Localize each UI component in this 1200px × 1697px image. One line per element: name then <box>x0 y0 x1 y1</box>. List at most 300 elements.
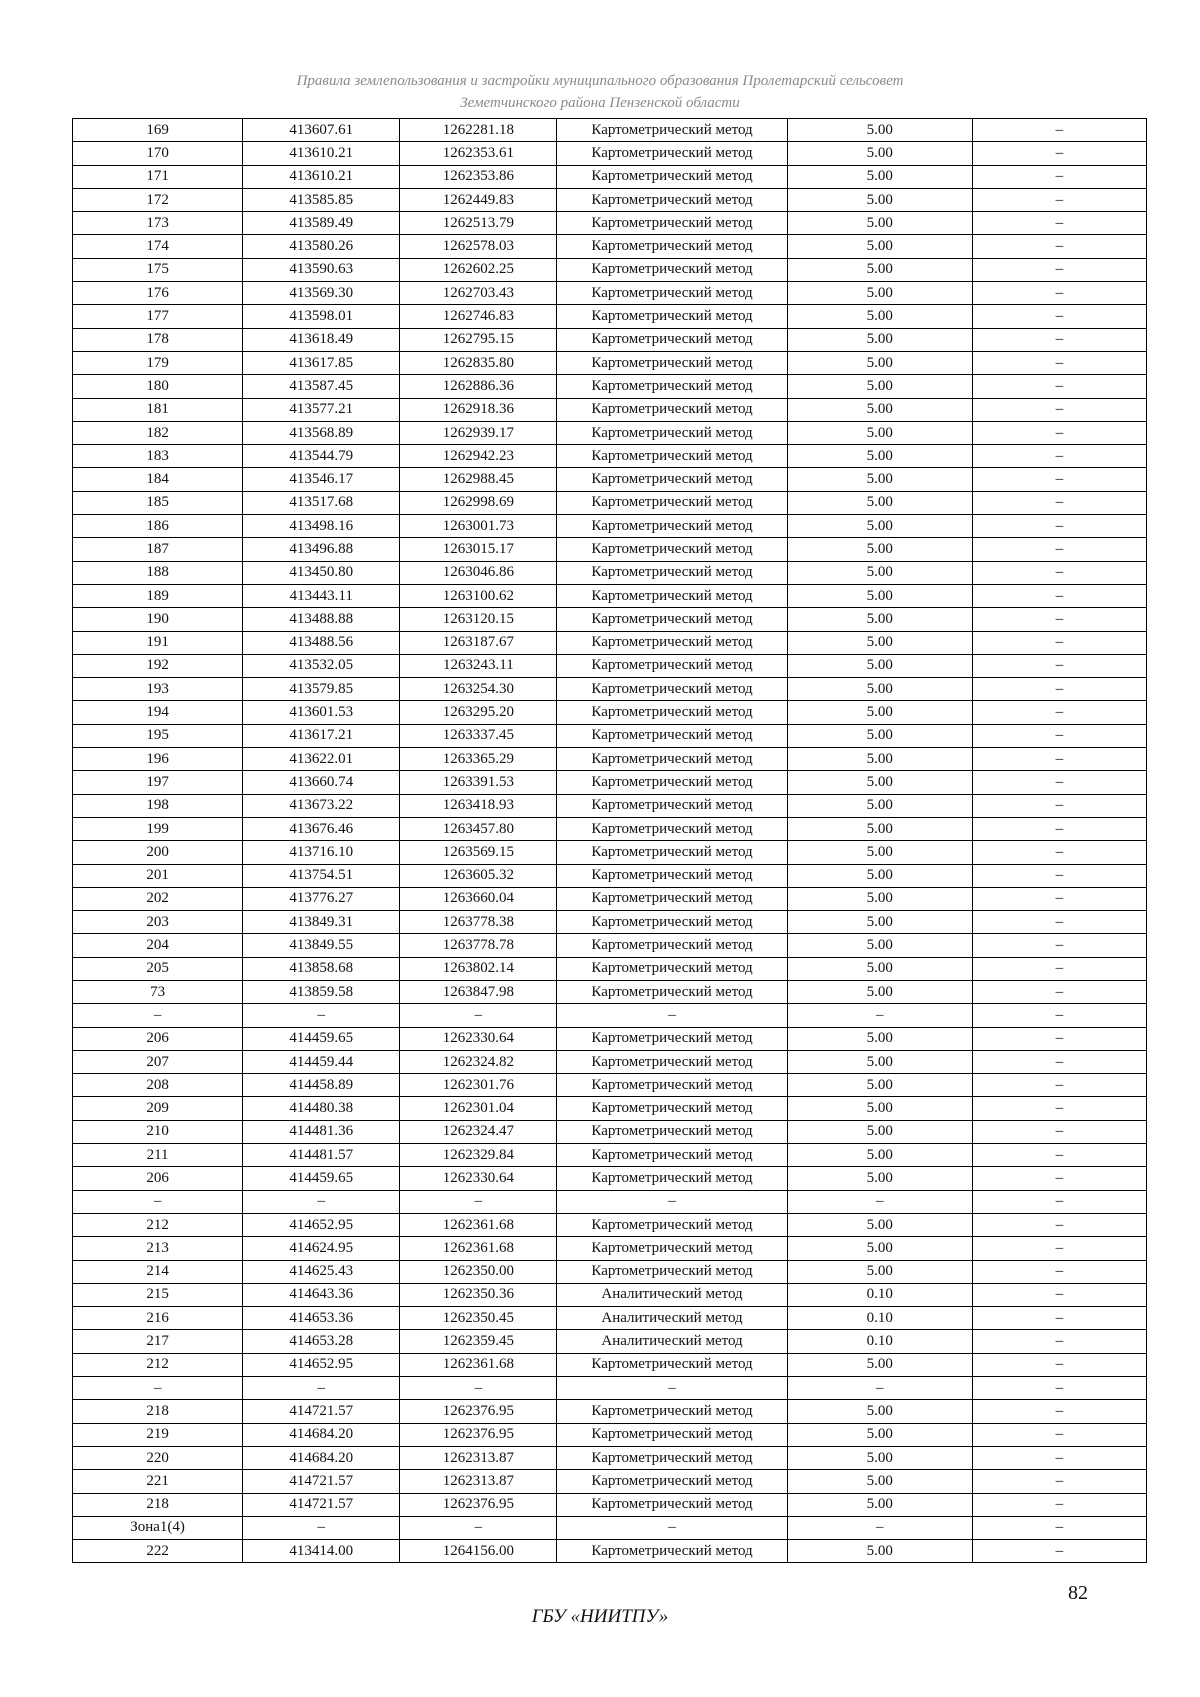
y-coordinate-cell: 1262324.47 <box>400 1120 557 1143</box>
point-number-cell: 181 <box>73 398 243 421</box>
method-cell: Картометрический метод <box>557 934 787 957</box>
x-coordinate-cell: 414721.57 <box>243 1493 400 1516</box>
y-coordinate-cell: 1263778.78 <box>400 934 557 957</box>
point-number-cell: 206 <box>73 1027 243 1050</box>
description-cell: – <box>972 1167 1146 1190</box>
table-row <box>73 1027 1147 1050</box>
point-number-cell: 202 <box>73 887 243 910</box>
method-cell: Картометрический метод <box>557 1120 787 1143</box>
x-coordinate-cell: 413568.89 <box>243 421 400 444</box>
x-coordinate-cell: 414652.95 <box>243 1213 400 1236</box>
description-cell: – <box>972 1400 1146 1423</box>
x-coordinate-cell: 414624.95 <box>243 1237 400 1260</box>
y-coordinate-cell: 1262578.03 <box>400 235 557 258</box>
accuracy-cell: 5.00 <box>787 934 972 957</box>
point-number-cell: 170 <box>73 142 243 165</box>
point-number-cell: 185 <box>73 491 243 514</box>
accuracy-cell: 5.00 <box>787 1167 972 1190</box>
x-coordinate-cell: 413496.88 <box>243 538 400 561</box>
method-cell: Картометрический метод <box>557 701 787 724</box>
table-row <box>73 980 1147 1003</box>
method-cell: Картометрический метод <box>557 165 787 188</box>
x-coordinate-cell: 413587.45 <box>243 375 400 398</box>
table-row <box>73 1213 1147 1236</box>
table-row <box>73 468 1147 491</box>
point-number-cell: 214 <box>73 1260 243 1283</box>
x-coordinate-cell: 413532.05 <box>243 654 400 677</box>
x-coordinate-cell: 413660.74 <box>243 771 400 794</box>
table-row <box>73 142 1147 165</box>
point-number-cell: – <box>73 1004 243 1027</box>
method-cell: Картометрический метод <box>557 375 787 398</box>
accuracy-cell: 5.00 <box>787 1353 972 1376</box>
coordinates-table-body <box>73 119 1147 1563</box>
method-cell: Аналитический метод <box>557 1307 787 1330</box>
y-coordinate-cell: 1263254.30 <box>400 678 557 701</box>
table-row <box>73 1353 1147 1376</box>
method-cell: Картометрический метод <box>557 608 787 631</box>
x-coordinate-cell: 414643.36 <box>243 1283 400 1306</box>
point-number-cell: 189 <box>73 584 243 607</box>
description-cell: – <box>972 235 1146 258</box>
y-coordinate-cell: 1262746.83 <box>400 305 557 328</box>
x-coordinate-cell: 413849.55 <box>243 934 400 957</box>
description-cell: – <box>972 1470 1146 1493</box>
method-cell: Картометрический метод <box>557 1167 787 1190</box>
x-coordinate-cell: 414458.89 <box>243 1074 400 1097</box>
accuracy-cell: 5.00 <box>787 864 972 887</box>
accuracy-cell: 5.00 <box>787 491 972 514</box>
description-cell: – <box>972 142 1146 165</box>
x-coordinate-cell: 413601.53 <box>243 701 400 724</box>
x-coordinate-cell: 413617.85 <box>243 351 400 374</box>
table-row <box>73 887 1147 910</box>
x-coordinate-cell: 413580.26 <box>243 235 400 258</box>
point-number-cell: 179 <box>73 351 243 374</box>
method-cell: Картометрический метод <box>557 957 787 980</box>
point-number-cell: 210 <box>73 1120 243 1143</box>
method-cell: Картометрический метод <box>557 1540 787 1563</box>
accuracy-cell: 5.00 <box>787 235 972 258</box>
accuracy-cell: 5.00 <box>787 375 972 398</box>
description-cell: – <box>972 771 1146 794</box>
y-coordinate-cell: 1262376.95 <box>400 1493 557 1516</box>
description-cell: – <box>972 538 1146 561</box>
accuracy-cell: 5.00 <box>787 1237 972 1260</box>
y-coordinate-cell: 1262886.36 <box>400 375 557 398</box>
method-cell: Картометрический метод <box>557 468 787 491</box>
method-cell: Картометрический метод <box>557 1027 787 1050</box>
table-row <box>73 1120 1147 1143</box>
point-number-cell: 188 <box>73 561 243 584</box>
accuracy-cell: 5.00 <box>787 445 972 468</box>
description-cell: – <box>972 1516 1146 1539</box>
y-coordinate-cell: 1262918.36 <box>400 398 557 421</box>
y-coordinate-cell: – <box>400 1377 557 1400</box>
description-cell: – <box>972 1120 1146 1143</box>
method-cell: – <box>557 1004 787 1027</box>
x-coordinate-cell: 414721.57 <box>243 1470 400 1493</box>
y-coordinate-cell: 1263046.86 <box>400 561 557 584</box>
description-cell: – <box>972 398 1146 421</box>
method-cell: Аналитический метод <box>557 1330 787 1353</box>
point-number-cell: 187 <box>73 538 243 561</box>
table-row <box>73 794 1147 817</box>
y-coordinate-cell: 1262281.18 <box>400 119 557 142</box>
y-coordinate-cell: 1262513.79 <box>400 212 557 235</box>
description-cell: – <box>972 351 1146 374</box>
description-cell: – <box>972 328 1146 351</box>
table-row <box>73 817 1147 840</box>
header-line-2: Земетчинского района Пензенской области <box>460 95 740 111</box>
y-coordinate-cell: 1262939.17 <box>400 421 557 444</box>
description-cell: – <box>972 1097 1146 1120</box>
method-cell: Картометрический метод <box>557 1493 787 1516</box>
accuracy-cell: 5.00 <box>787 1260 972 1283</box>
description-cell: – <box>972 1283 1146 1306</box>
description-cell: – <box>972 841 1146 864</box>
table-row <box>73 957 1147 980</box>
description-cell: – <box>972 911 1146 934</box>
point-number-cell: 208 <box>73 1074 243 1097</box>
point-number-cell: 173 <box>73 212 243 235</box>
method-cell: Картометрический метод <box>557 258 787 281</box>
x-coordinate-cell: 413585.85 <box>243 188 400 211</box>
x-coordinate-cell: 414684.20 <box>243 1446 400 1469</box>
accuracy-cell: 5.00 <box>787 282 972 305</box>
table-row <box>73 398 1147 421</box>
y-coordinate-cell: – <box>400 1190 557 1213</box>
method-cell: Картометрический метод <box>557 1050 787 1073</box>
x-coordinate-cell: 413498.16 <box>243 515 400 538</box>
point-number-cell: 178 <box>73 328 243 351</box>
accuracy-cell: 5.00 <box>787 1213 972 1236</box>
method-cell: Картометрический метод <box>557 305 787 328</box>
y-coordinate-cell: 1262301.76 <box>400 1074 557 1097</box>
description-cell: – <box>972 305 1146 328</box>
table-row <box>73 1167 1147 1190</box>
point-number-cell: 216 <box>73 1307 243 1330</box>
table-row <box>73 538 1147 561</box>
description-cell: – <box>972 980 1146 1003</box>
y-coordinate-cell: 1263337.45 <box>400 724 557 747</box>
description-cell: – <box>972 1027 1146 1050</box>
x-coordinate-cell: – <box>243 1190 400 1213</box>
y-coordinate-cell: 1262376.95 <box>400 1423 557 1446</box>
description-cell: – <box>972 1423 1146 1446</box>
y-coordinate-cell: 1262988.45 <box>400 468 557 491</box>
y-coordinate-cell: 1263391.53 <box>400 771 557 794</box>
table-row <box>73 1190 1147 1213</box>
table-row <box>73 841 1147 864</box>
method-cell: – <box>557 1190 787 1213</box>
point-number-cell: 199 <box>73 817 243 840</box>
description-cell: – <box>972 724 1146 747</box>
point-number-cell: 192 <box>73 654 243 677</box>
method-cell: Картометрический метод <box>557 817 787 840</box>
y-coordinate-cell: 1263243.11 <box>400 654 557 677</box>
x-coordinate-cell: 413607.61 <box>243 119 400 142</box>
accuracy-cell: 5.00 <box>787 887 972 910</box>
y-coordinate-cell: 1262703.43 <box>400 282 557 305</box>
x-coordinate-cell: 413589.49 <box>243 212 400 235</box>
table-row <box>73 328 1147 351</box>
accuracy-cell: 5.00 <box>787 701 972 724</box>
table-row <box>73 631 1147 654</box>
method-cell: Картометрический метод <box>557 864 787 887</box>
description-cell: – <box>972 817 1146 840</box>
method-cell: Картометрический метод <box>557 1470 787 1493</box>
x-coordinate-cell: 414653.28 <box>243 1330 400 1353</box>
method-cell: Картометрический метод <box>557 445 787 468</box>
accuracy-cell: 5.00 <box>787 748 972 771</box>
point-number-cell: 201 <box>73 864 243 887</box>
point-number-cell: 190 <box>73 608 243 631</box>
y-coordinate-cell: 1262313.87 <box>400 1446 557 1469</box>
y-coordinate-cell: 1262350.45 <box>400 1307 557 1330</box>
x-coordinate-cell: 413598.01 <box>243 305 400 328</box>
y-coordinate-cell: 1263100.62 <box>400 584 557 607</box>
x-coordinate-cell: 413443.11 <box>243 584 400 607</box>
y-coordinate-cell: 1263187.67 <box>400 631 557 654</box>
y-coordinate-cell: 1263295.20 <box>400 701 557 724</box>
description-cell: – <box>972 188 1146 211</box>
point-number-cell: 212 <box>73 1353 243 1376</box>
description-cell: – <box>972 445 1146 468</box>
method-cell: Картометрический метод <box>557 1353 787 1376</box>
table-row <box>73 1283 1147 1306</box>
method-cell: Картометрический метод <box>557 678 787 701</box>
accuracy-cell: 5.00 <box>787 1074 972 1097</box>
y-coordinate-cell: 1262998.69 <box>400 491 557 514</box>
point-number-cell: 222 <box>73 1540 243 1563</box>
coordinates-table <box>72 118 1147 1563</box>
y-coordinate-cell: 1262376.95 <box>400 1400 557 1423</box>
method-cell: Картометрический метод <box>557 119 787 142</box>
method-cell: Картометрический метод <box>557 724 787 747</box>
description-cell: – <box>972 654 1146 677</box>
point-number-cell: 182 <box>73 421 243 444</box>
table-row <box>73 375 1147 398</box>
y-coordinate-cell: 1262330.64 <box>400 1167 557 1190</box>
point-number-cell: 212 <box>73 1213 243 1236</box>
method-cell: Картометрический метод <box>557 212 787 235</box>
method-cell: Картометрический метод <box>557 142 787 165</box>
x-coordinate-cell: 414721.57 <box>243 1400 400 1423</box>
point-number-cell: 197 <box>73 771 243 794</box>
header-line-1: Правила землепользования и застройки муниципального образования Пролетарский сельсовет <box>296 73 904 89</box>
y-coordinate-cell: – <box>400 1004 557 1027</box>
method-cell: Картометрический метод <box>557 794 787 817</box>
description-cell: – <box>972 1004 1146 1027</box>
accuracy-cell: 5.00 <box>787 1423 972 1446</box>
table-row <box>73 911 1147 934</box>
description-cell: – <box>972 1330 1146 1353</box>
accuracy-cell: 5.00 <box>787 1027 972 1050</box>
point-number-cell: – <box>73 1377 243 1400</box>
table-row <box>73 1540 1147 1563</box>
table-row <box>73 515 1147 538</box>
accuracy-cell: 5.00 <box>787 957 972 980</box>
y-coordinate-cell: 1262449.83 <box>400 188 557 211</box>
accuracy-cell: 5.00 <box>787 608 972 631</box>
accuracy-cell: 5.00 <box>787 561 972 584</box>
description-cell: – <box>972 1144 1146 1167</box>
y-coordinate-cell: 1264156.00 <box>400 1540 557 1563</box>
table-row <box>73 491 1147 514</box>
point-number-cell: 177 <box>73 305 243 328</box>
accuracy-cell: 5.00 <box>787 1097 972 1120</box>
y-coordinate-cell: 1263778.38 <box>400 911 557 934</box>
method-cell: Картометрический метод <box>557 491 787 514</box>
method-cell: Картометрический метод <box>557 398 787 421</box>
accuracy-cell: 5.00 <box>787 911 972 934</box>
x-coordinate-cell: 413859.58 <box>243 980 400 1003</box>
description-cell: – <box>972 1190 1146 1213</box>
accuracy-cell: 5.00 <box>787 1493 972 1516</box>
table-row <box>73 1493 1147 1516</box>
point-number-cell: 204 <box>73 934 243 957</box>
method-cell: Картометрический метод <box>557 841 787 864</box>
method-cell: Картометрический метод <box>557 1074 787 1097</box>
point-number-cell: 203 <box>73 911 243 934</box>
description-cell: – <box>972 1074 1146 1097</box>
point-number-cell: 186 <box>73 515 243 538</box>
description-cell: – <box>972 1237 1146 1260</box>
point-number-cell: 73 <box>73 980 243 1003</box>
method-cell: Картометрический метод <box>557 561 787 584</box>
x-coordinate-cell: – <box>243 1377 400 1400</box>
y-coordinate-cell: 1263365.29 <box>400 748 557 771</box>
description-cell: – <box>972 701 1146 724</box>
description-cell: – <box>972 678 1146 701</box>
x-coordinate-cell: 413716.10 <box>243 841 400 864</box>
table-row <box>73 608 1147 631</box>
accuracy-cell: 5.00 <box>787 1540 972 1563</box>
method-cell: Картометрический метод <box>557 538 787 561</box>
accuracy-cell: 5.00 <box>787 1446 972 1469</box>
x-coordinate-cell: 413414.00 <box>243 1540 400 1563</box>
table-row <box>73 1423 1147 1446</box>
x-coordinate-cell: 414481.36 <box>243 1120 400 1143</box>
description-cell: – <box>972 1213 1146 1236</box>
accuracy-cell: 5.00 <box>787 165 972 188</box>
accuracy-cell: 5.00 <box>787 817 972 840</box>
description-cell: – <box>972 934 1146 957</box>
table-row <box>73 1516 1147 1539</box>
x-coordinate-cell: 413776.27 <box>243 887 400 910</box>
accuracy-cell: 5.00 <box>787 631 972 654</box>
method-cell: Картометрический метод <box>557 980 787 1003</box>
accuracy-cell: 5.00 <box>787 724 972 747</box>
x-coordinate-cell: 413546.17 <box>243 468 400 491</box>
y-coordinate-cell: 1262361.68 <box>400 1213 557 1236</box>
point-number-cell: 220 <box>73 1446 243 1469</box>
accuracy-cell: – <box>787 1190 972 1213</box>
x-coordinate-cell: 413569.30 <box>243 282 400 305</box>
accuracy-cell: 5.00 <box>787 305 972 328</box>
method-cell: Картометрический метод <box>557 887 787 910</box>
method-cell: Картометрический метод <box>557 188 787 211</box>
accuracy-cell: 5.00 <box>787 654 972 677</box>
accuracy-cell: 5.00 <box>787 584 972 607</box>
description-cell: – <box>972 1446 1146 1469</box>
description-cell: – <box>972 631 1146 654</box>
accuracy-cell: 0.10 <box>787 1330 972 1353</box>
point-number-cell: 172 <box>73 188 243 211</box>
x-coordinate-cell: 413622.01 <box>243 748 400 771</box>
method-cell: Картометрический метод <box>557 1213 787 1236</box>
accuracy-cell: 5.00 <box>787 1400 972 1423</box>
method-cell: Картометрический метод <box>557 235 787 258</box>
table-row <box>73 445 1147 468</box>
point-number-cell: 218 <box>73 1400 243 1423</box>
y-coordinate-cell: 1263001.73 <box>400 515 557 538</box>
point-number-cell: 209 <box>73 1097 243 1120</box>
method-cell: Картометрический метод <box>557 1097 787 1120</box>
point-number-cell: 171 <box>73 165 243 188</box>
point-number-cell: 196 <box>73 748 243 771</box>
y-coordinate-cell: 1262350.36 <box>400 1283 557 1306</box>
description-cell: – <box>972 282 1146 305</box>
description-cell: – <box>972 887 1146 910</box>
y-coordinate-cell: 1262353.61 <box>400 142 557 165</box>
method-cell: Картометрический метод <box>557 748 787 771</box>
accuracy-cell: – <box>787 1004 972 1027</box>
y-coordinate-cell: 1262324.82 <box>400 1050 557 1073</box>
y-coordinate-cell: 1262329.84 <box>400 1144 557 1167</box>
accuracy-cell: 5.00 <box>787 980 972 1003</box>
x-coordinate-cell: 413858.68 <box>243 957 400 980</box>
accuracy-cell: 5.00 <box>787 678 972 701</box>
table-row <box>73 678 1147 701</box>
y-coordinate-cell: 1262795.15 <box>400 328 557 351</box>
point-number-cell: 194 <box>73 701 243 724</box>
description-cell: – <box>972 748 1146 771</box>
description-cell: – <box>972 561 1146 584</box>
method-cell: Картометрический метод <box>557 1423 787 1446</box>
y-coordinate-cell: 1262602.25 <box>400 258 557 281</box>
accuracy-cell: 5.00 <box>787 351 972 374</box>
x-coordinate-cell: 414459.44 <box>243 1050 400 1073</box>
method-cell: – <box>557 1377 787 1400</box>
x-coordinate-cell: 413673.22 <box>243 794 400 817</box>
y-coordinate-cell: 1263569.15 <box>400 841 557 864</box>
x-coordinate-cell: 413754.51 <box>243 864 400 887</box>
x-coordinate-cell: 413579.85 <box>243 678 400 701</box>
x-coordinate-cell: – <box>243 1004 400 1027</box>
x-coordinate-cell: 413590.63 <box>243 258 400 281</box>
description-cell: – <box>972 165 1146 188</box>
table-row <box>73 351 1147 374</box>
accuracy-cell: – <box>787 1516 972 1539</box>
y-coordinate-cell: 1262301.04 <box>400 1097 557 1120</box>
table-row <box>73 654 1147 677</box>
x-coordinate-cell: 414459.65 <box>243 1027 400 1050</box>
x-coordinate-cell: 413610.21 <box>243 165 400 188</box>
y-coordinate-cell: 1263660.04 <box>400 887 557 910</box>
point-number-cell: 176 <box>73 282 243 305</box>
description-cell: – <box>972 1260 1146 1283</box>
accuracy-cell: 5.00 <box>787 538 972 561</box>
x-coordinate-cell: 414684.20 <box>243 1423 400 1446</box>
description-cell: – <box>972 468 1146 491</box>
x-coordinate-cell: – <box>243 1516 400 1539</box>
y-coordinate-cell: 1262353.86 <box>400 165 557 188</box>
description-cell: – <box>972 491 1146 514</box>
accuracy-cell: 0.10 <box>787 1307 972 1330</box>
accuracy-cell: 5.00 <box>787 771 972 794</box>
